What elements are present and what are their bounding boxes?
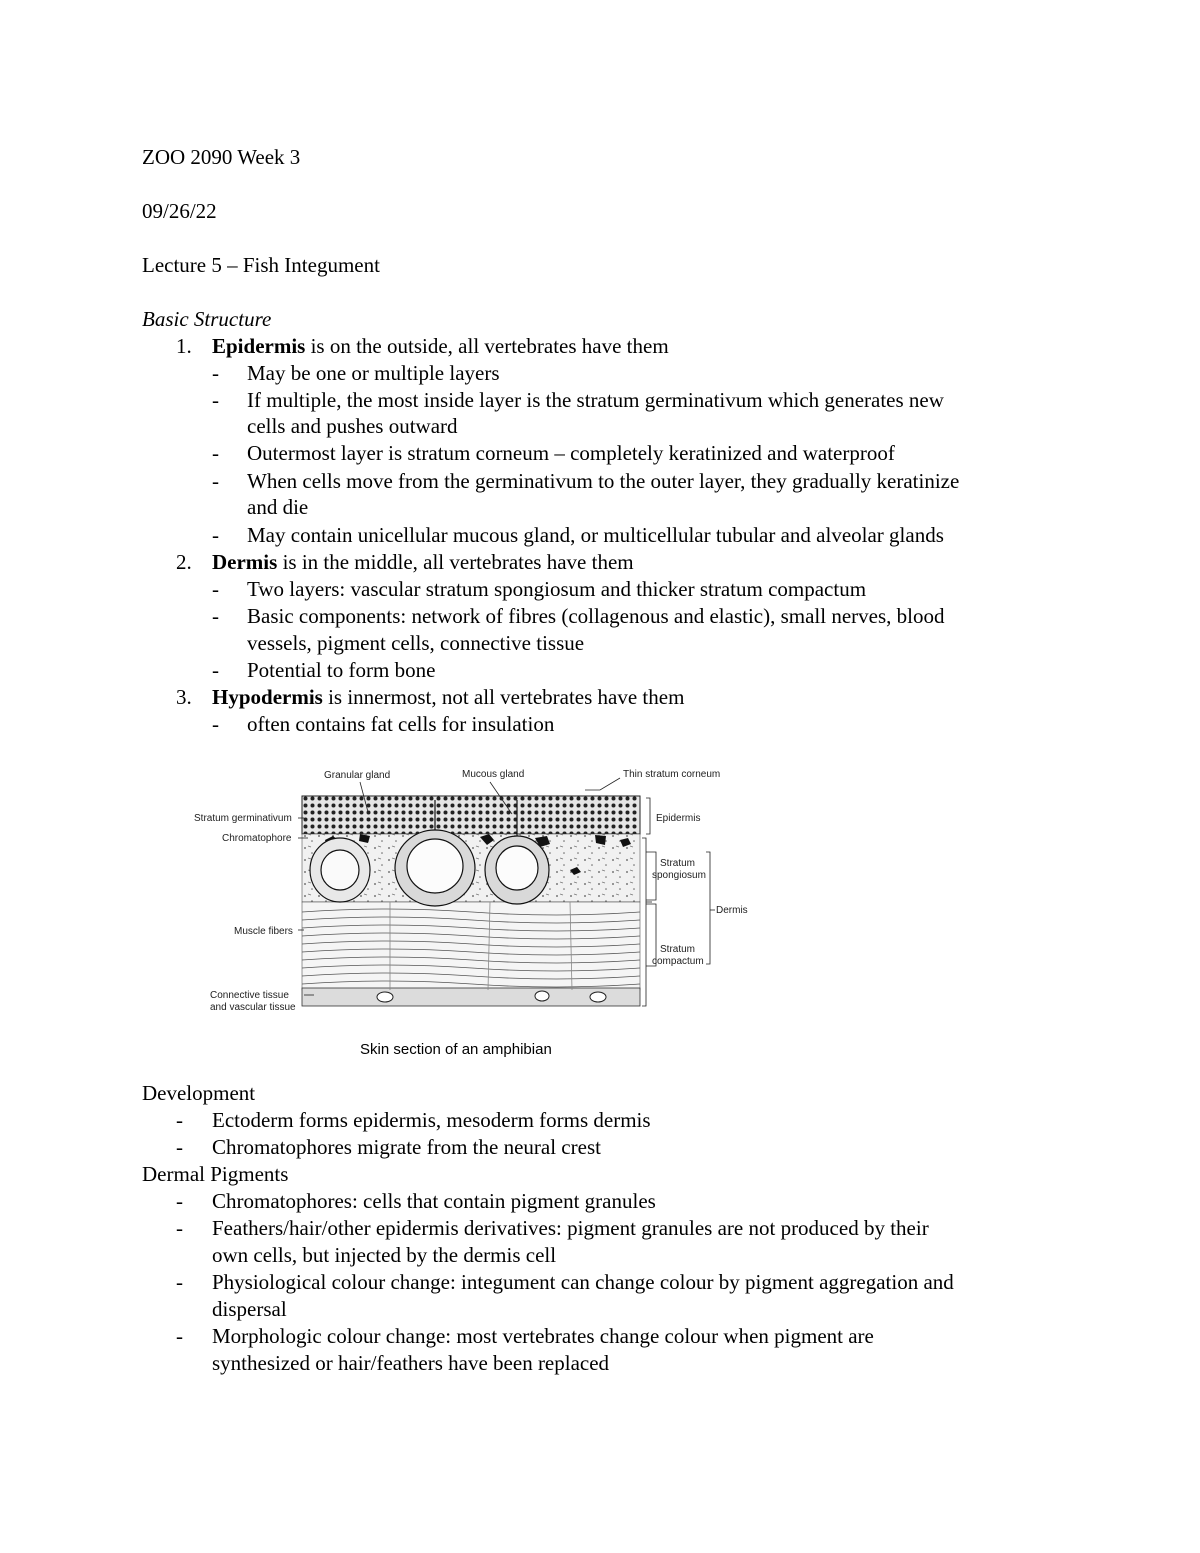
label-stratum-spongiosum-2: spongiosum [652, 870, 706, 881]
epidermis-layer [302, 796, 640, 834]
bullet-dash: - [212, 712, 219, 736]
bullet-text: Ectoderm forms epidermis, mesoderm forms dermis [212, 1108, 651, 1132]
list-item-epidermis: Epidermis is on the outside, all vertebrates have them [212, 334, 669, 358]
list-number: 3. [176, 685, 192, 709]
label-mucous-gland: Mucous gland [462, 769, 525, 780]
label-connective-tissue-1: Connective tissue [210, 990, 289, 1001]
course-title: ZOO 2090 Week 3 [142, 145, 301, 169]
bullet-text: often contains fat cells for insulation [247, 712, 555, 736]
label-chromatophore: Chromatophore [222, 833, 292, 844]
date: 09/26/22 [142, 199, 217, 223]
bullet-dash: - [212, 441, 219, 465]
bullet-text: synthesized or hair/feathers have been replaced [212, 1351, 610, 1375]
bullet-text: Basic components: network of fibres (collagenous and elastic), small nerves, blood [247, 604, 945, 628]
label-muscle-fibers: Muscle fibers [234, 926, 293, 937]
bullet-dash: - [212, 523, 219, 547]
bullet-dash: - [176, 1108, 183, 1132]
bullet-text: If multiple, the most inside layer is the stratum germinativum which generates new [247, 388, 944, 412]
bullet-text: and die [247, 495, 309, 519]
bullet-text: Two layers: vascular stratum spongiosum and thicker stratum compactum [247, 577, 867, 601]
bullet-dash: - [176, 1270, 183, 1294]
bullet-text: Feathers/hair/other epidermis derivatives: pigment granules are not produced by their [212, 1216, 929, 1240]
bullet-text: Potential to form bone [247, 658, 436, 682]
bullet-dash: - [176, 1189, 183, 1213]
bullet-dash: - [212, 361, 219, 385]
label-stratum-spongiosum-1: Stratum [660, 858, 696, 869]
bullet-text: May be one or multiple layers [247, 361, 500, 385]
list-number: 1. [176, 334, 192, 358]
bullet-text: Chromatophores: cells that contain pigment granules [212, 1189, 656, 1213]
lecture-title: Lecture 5 – Fish Integument [142, 253, 380, 277]
bullet-text: Outermost layer is stratum corneum – completely keratinized and waterproof [247, 441, 895, 465]
development-heading: Development [142, 1081, 256, 1105]
label-stratum-germinativum: Stratum germinativum [194, 813, 292, 824]
connective-tissue-layer [302, 988, 640, 1006]
label-stratum-compactum-1: Stratum [660, 944, 696, 955]
bullet-dash: - [212, 604, 219, 628]
bullet-text: cells and pushes outward [247, 414, 458, 438]
label-connective-tissue-2: and vascular tissue [210, 1002, 296, 1013]
bullet-dash: - [212, 658, 219, 682]
basic-structure-heading: Basic Structure [142, 307, 272, 331]
list-item-dermis: Dermis is in the middle, all vertebrates have them [212, 550, 634, 574]
list-item-hypodermis: Hypodermis is innermost, not all vertebrates have them [212, 685, 685, 709]
bullet-dash: - [176, 1135, 183, 1159]
bullet-text: own cells, but injected by the dermis cell [212, 1243, 557, 1267]
term-epidermis: Epidermis [212, 334, 306, 358]
label-dermis: Dermis [716, 905, 748, 916]
bullet-text: When cells move from the germinativum to the outer layer, they gradually keratinize [247, 469, 960, 493]
bullet-dash: - [176, 1324, 183, 1348]
bullet-text: Morphologic colour change: most vertebrates change colour when pigment are [212, 1324, 874, 1348]
bullet-text: dispersal [212, 1297, 287, 1321]
label-thin-stratum-corneum: Thin stratum corneum [623, 769, 721, 780]
label-stratum-compactum-2: compactum [652, 956, 704, 967]
bullet-text: vessels, pigment cells, connective tissue [247, 631, 585, 655]
bullet-dash: - [212, 469, 219, 493]
label-epidermis: Epidermis [656, 813, 701, 824]
list-number: 2. [176, 550, 192, 574]
stratum-compactum-layer [302, 902, 640, 990]
bullet-text: May contain unicellular mucous gland, or multicellular tubular and alveolar glands [247, 523, 944, 547]
term-dermis: Dermis [212, 550, 278, 574]
bullet-text: Physiological colour change: integument can change colour by pigment aggregation and [212, 1270, 954, 1294]
bullet-dash: - [212, 388, 219, 412]
label-granular-gland: Granular gland [324, 770, 391, 781]
figure-caption: Skin section of an amphibian [360, 1041, 552, 1058]
bullet-dash: - [212, 577, 219, 601]
skin-section-diagram [190, 760, 755, 1022]
bullet-text: Chromatophores migrate from the neural crest [212, 1135, 601, 1159]
dermal-pigments-heading: Dermal Pigments [142, 1162, 289, 1186]
bullet-dash: - [176, 1216, 183, 1240]
term-hypodermis: Hypodermis [212, 685, 323, 709]
